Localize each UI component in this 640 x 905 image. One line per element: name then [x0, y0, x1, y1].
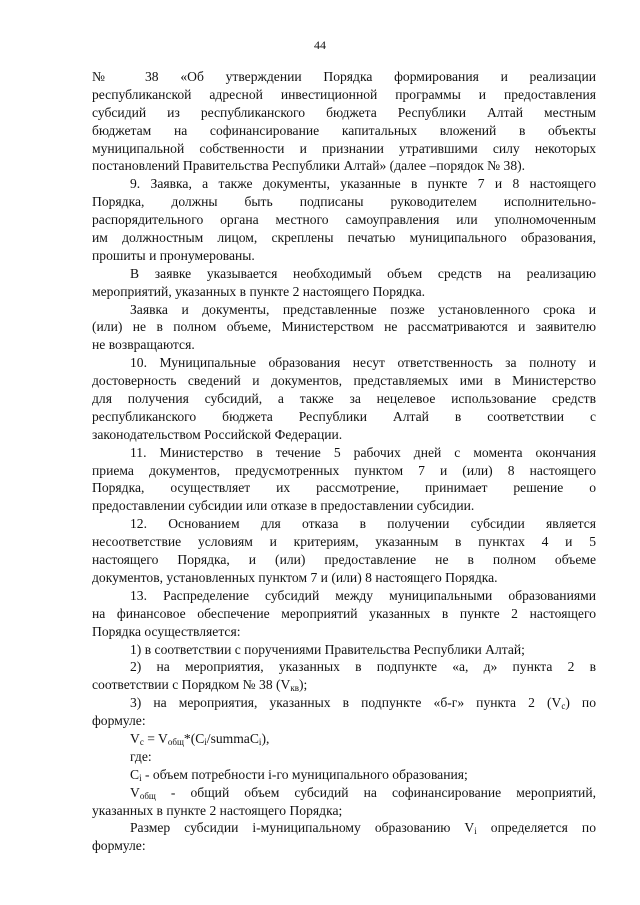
- document-body: [92, 68, 596, 855]
- text-line: [92, 354, 596, 372]
- text-line: [92, 86, 596, 104]
- text-segment: );: [299, 677, 308, 693]
- text-segment: не возвращаются.: [92, 337, 195, 353]
- subscript: c: [139, 736, 144, 747]
- subscript: c: [561, 701, 566, 712]
- text-line: [92, 68, 596, 86]
- subscript: i: [139, 772, 142, 783]
- text-segment: достоверность сведений и документов, представляемых ими в Министерство: [92, 373, 596, 389]
- text-segment: приема документов, предусмотренных пунктом 7 и (или) 8 настоящего: [92, 462, 596, 478]
- text-segment: V: [130, 730, 140, 746]
- text-line: [92, 336, 596, 354]
- text-segment: где:: [130, 748, 152, 764]
- page-number: 44: [314, 38, 326, 52]
- text-line: [92, 211, 596, 229]
- text-line: [92, 819, 596, 837]
- text-segment: муниципальной собственности и признании утратившими силу некоторых: [92, 140, 596, 156]
- text-segment: законодательством Российской Федерации.: [92, 426, 343, 442]
- text-segment: = V: [143, 730, 168, 746]
- text-segment: настоящего Порядка, и (или) предоставление не в полном объеме: [92, 552, 596, 568]
- text-segment: /summaC: [206, 730, 259, 746]
- text-line: [92, 283, 596, 301]
- text-segment: бюджетам на софинансирование капитальных вложений в объекты: [92, 122, 596, 138]
- text-segment: на финансовое обеспечение мероприятий указанных в пункте 2 настоящего: [92, 605, 596, 621]
- text-segment: ) по: [565, 695, 596, 711]
- text-segment: Порядка осуществляется:: [92, 623, 241, 639]
- subscript: кв: [290, 683, 300, 694]
- text-segment: соответствии с Порядком № 38 (V: [92, 677, 291, 693]
- text-line: [92, 712, 596, 730]
- text-segment: указанных в пункте 2 настоящего Порядка;: [92, 802, 343, 818]
- text-line: [92, 462, 596, 480]
- text-segment: республиканской адресной инвестиционной программы и предоставления: [92, 86, 596, 102]
- text-segment: Порядка, осуществляет их рассмотрение, принимает решение о: [92, 480, 596, 496]
- text-segment: 1) в соответствии с поручениями Правительства Республики Алтай;: [130, 641, 525, 657]
- text-segment: распорядительного органа местного самоуправления или уполномоченным: [92, 212, 596, 228]
- text-segment: 13. Распределение субсидий между муниципальными образованиями: [130, 587, 596, 603]
- text-line: [92, 193, 596, 211]
- text-line: [92, 122, 596, 140]
- text-segment: 11. Министерство в течение 5 рабочих дней с момента окончания: [130, 444, 596, 460]
- text-line: [92, 766, 596, 784]
- text-line: [92, 623, 596, 641]
- text-segment: C: [130, 766, 140, 782]
- text-segment: документов, установленных пунктом 7 и (или) 8 настоящего Порядка.: [92, 569, 498, 585]
- text-segment: Порядка, должны быть подписаны руководителем исполнительно-: [92, 194, 596, 210]
- text-segment: 12. Основанием для отказа в получении субсидии является: [130, 516, 596, 532]
- text-line: [92, 408, 596, 426]
- text-line: [92, 802, 596, 820]
- text-line: [92, 301, 596, 319]
- subscript: общ: [139, 790, 156, 801]
- text-line: [92, 605, 596, 623]
- text-segment: прошиты и пронумерованы.: [92, 247, 255, 263]
- text-line: [92, 175, 596, 193]
- text-segment: для получения субсидий, а также за нецелевое использование средств: [92, 391, 596, 407]
- text-line: [92, 444, 596, 462]
- text-segment: № 38 «Об утверждении Порядка формирования и реализации: [92, 69, 596, 84]
- text-segment: постановлений Правительства Республики Алтай» (далее –порядок № 38).: [92, 158, 526, 174]
- text-line: [92, 676, 596, 694]
- text-segment: (или) не в полном объеме, Министерством не рассматриваются и заявителю: [92, 319, 596, 335]
- text-segment: *(C: [183, 730, 205, 746]
- text-segment: предоставлении субсидии или отказе в предоставлении субсидии.: [92, 498, 475, 514]
- text-segment: республиканского бюджета Республики Алтай в соответствии с: [92, 408, 596, 424]
- text-line: [92, 229, 596, 247]
- text-line: [92, 247, 596, 265]
- text-line: [92, 784, 596, 802]
- text-segment: V: [130, 784, 140, 800]
- text-line: [92, 497, 596, 515]
- text-segment: Размер субсидии i-муниципальному образованию V: [130, 820, 475, 836]
- text-segment: - объем потребности i-го муниципального образования;: [141, 766, 468, 782]
- text-segment: субсидий из республиканского бюджета Республики Алтай местным: [92, 104, 596, 120]
- subscript: i: [474, 826, 477, 837]
- text-segment: 2) на мероприятия, указанных в подпункте «а, д» пункта 2 в: [130, 659, 596, 675]
- text-line: [92, 515, 596, 533]
- text-line: [92, 265, 596, 283]
- subscript: общ: [167, 736, 184, 747]
- subscript: i: [204, 736, 207, 747]
- text-line: [92, 372, 596, 390]
- text-line: [92, 658, 596, 676]
- text-segment: 3) на мероприятия, указанных в подпункте «б-г» пункта 2 (V: [130, 695, 562, 711]
- text-segment: им должностным лицом, скреплены печатью муниципального образования,: [92, 230, 596, 246]
- text-line: [92, 157, 596, 175]
- text-line: [92, 390, 596, 408]
- text-line: [92, 641, 596, 659]
- text-line: [92, 140, 596, 158]
- text-segment: - общий объем субсидий на софинансирование мероприятий,: [155, 784, 596, 800]
- text-line: [92, 533, 596, 551]
- subscript: i: [258, 736, 262, 747]
- text-line: [92, 551, 596, 569]
- text-line: [92, 694, 596, 712]
- text-line: [92, 318, 596, 336]
- text-line: [92, 837, 596, 855]
- text-segment: определяется по: [476, 820, 596, 836]
- text-line: [92, 748, 596, 766]
- text-segment: 10. Муниципальные образования несут ответственность за полноту и: [130, 355, 596, 371]
- text-line: [92, 104, 596, 122]
- text-segment: формуле:: [92, 838, 146, 854]
- text-line: [92, 587, 596, 605]
- text-segment: мероприятий, указанных в пункте 2 настоящего Порядка.: [92, 283, 426, 299]
- text-segment: формуле:: [92, 713, 146, 729]
- text-segment: ),: [261, 730, 270, 746]
- text-segment: несоответствие условиям и критериям, указанным в пунктах 4 и 5: [92, 534, 596, 550]
- text-segment: 9. Заявка, а также документы, указанные в пункте 7 и 8 настоящего: [130, 176, 596, 192]
- text-line: [92, 730, 596, 748]
- text-line: [92, 569, 596, 587]
- text-segment: Заявка и документы, представленные позже установленного срока и: [130, 301, 596, 317]
- text-line: [92, 479, 596, 497]
- text-line: [92, 426, 596, 444]
- text-segment: В заявке указывается необходимый объем средств на реализацию: [130, 265, 596, 281]
